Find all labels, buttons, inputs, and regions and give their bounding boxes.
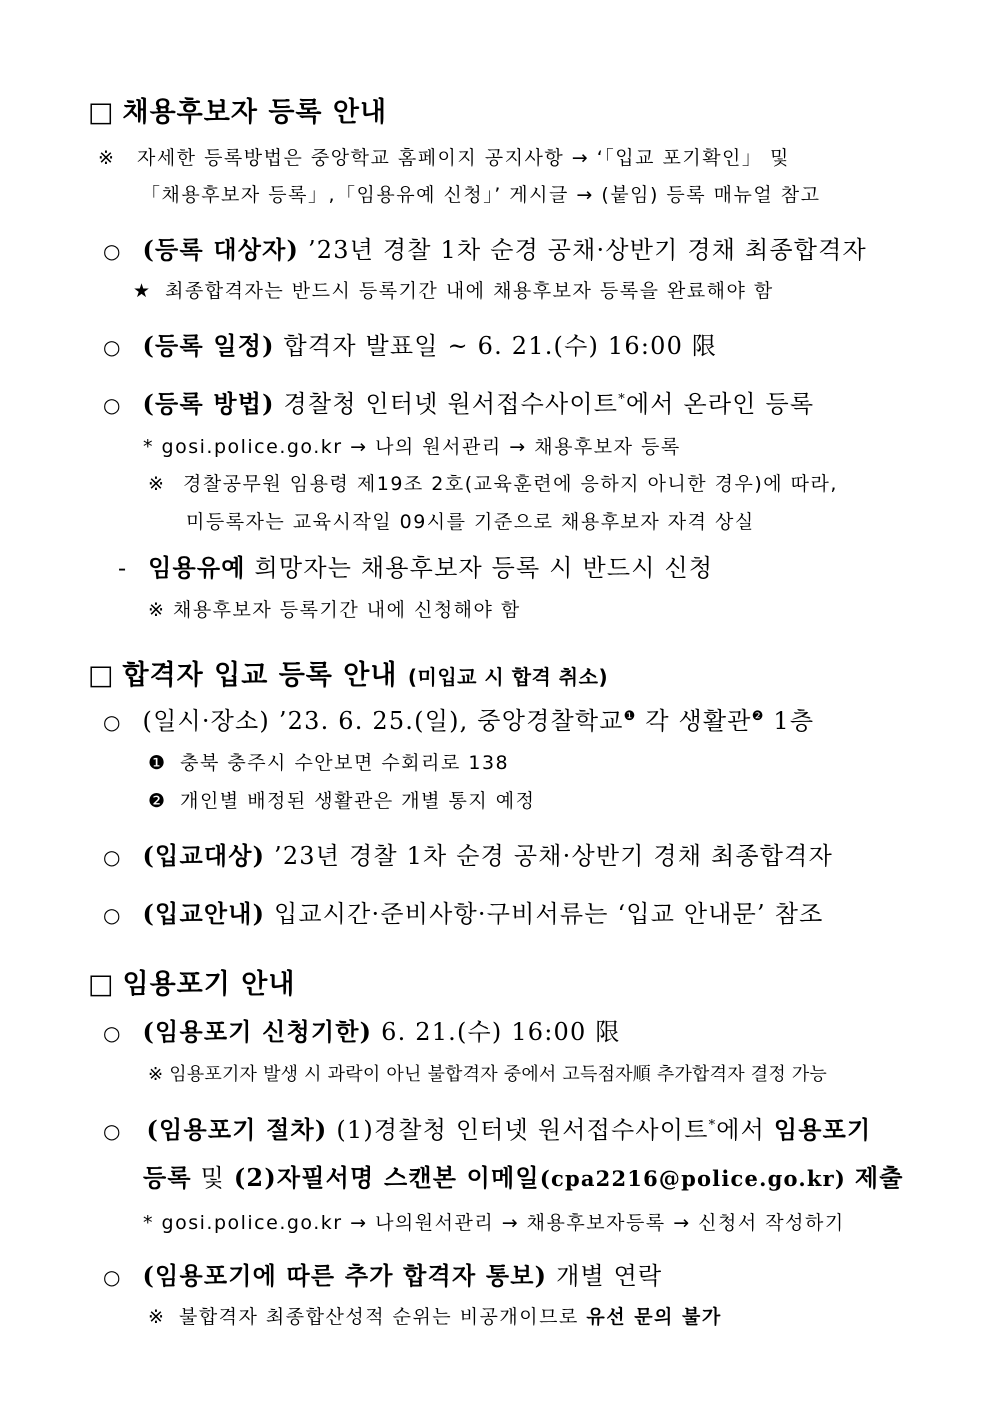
note-text: 최종합격자는 반드시 등록기간 내에 채용후보자 등록을 완료해야 함 xyxy=(165,280,774,302)
item-text: 에서 온라인 등록 xyxy=(625,390,815,418)
bullet-circle-icon: ○ xyxy=(103,903,122,927)
checkbox-square-icon: □ xyxy=(88,97,115,128)
item-registration-schedule xyxy=(103,326,717,361)
footnote-text: * gosi.police.go.kr → 나의 원서관리 → 채용후보자 등록 xyxy=(143,436,681,458)
item-text: 1층 xyxy=(764,707,815,735)
item-text: 입교시간·준비사항·구비서류는 ‘입교 안내문’ 참조 xyxy=(274,900,824,928)
footnote-mark: ❶ xyxy=(623,709,637,724)
bullet-circle-icon: ○ xyxy=(103,1265,122,1289)
item-waiver-procedure xyxy=(103,1110,871,1145)
note-emphasis: 유선 문의 불가 xyxy=(586,1306,722,1328)
footnote-mark: ❷ xyxy=(751,709,765,724)
item-label: (입교대상) xyxy=(142,841,266,870)
checkbox-square-icon: □ xyxy=(88,660,115,691)
item-text: 각 생활관 xyxy=(636,707,752,735)
note-text: 「채용후보자 등록」,「임용유예 신청」’ 게시글 → (붙임) 등록 매뉴얼 참고 xyxy=(141,184,821,206)
bullet-circle-icon: ○ xyxy=(103,393,122,417)
section-heading-waiver xyxy=(88,962,295,1001)
item-text: (일시·장소) ’23. 6. 25.(일), 중앙경찰학교 xyxy=(142,707,624,735)
star-note xyxy=(133,276,774,303)
note-text: 불합격자 최종합산성적 순위는 비공개이므로 xyxy=(178,1306,579,1328)
section-title: 합격자 입교 등록 안내 xyxy=(122,660,398,691)
numbered-note xyxy=(148,786,535,813)
item-text: 합격자 발표일 ~ 6. 21.(수) 16:00 限 xyxy=(283,332,718,360)
item-label: (등록 방법) xyxy=(142,389,275,418)
footnote-mark: * xyxy=(708,1118,717,1133)
item-waiver-deadline xyxy=(103,1012,621,1047)
item-label: 임용유예 xyxy=(148,553,246,582)
item-text: 희망자는 채용후보자 등록 시 반드시 신청 xyxy=(254,554,714,582)
footnote-mark: * xyxy=(618,392,626,407)
item-text: 에서 xyxy=(716,1116,766,1144)
item-label: (입교안내) xyxy=(142,899,266,928)
item-text: (1)경찰청 인터넷 원서접수사이트 xyxy=(336,1116,709,1144)
bullet-circle-icon: ○ xyxy=(103,335,122,359)
item-registration-target xyxy=(103,230,867,265)
note-line xyxy=(148,595,521,622)
bullet-circle-icon: ○ xyxy=(103,239,122,263)
item-text: ’23년 경찰 1차 순경 공채·상반기 경채 최종합격자 xyxy=(274,842,833,870)
dash-item-deferral xyxy=(118,548,713,583)
item-label: (등록 일정) xyxy=(142,331,275,360)
note-line xyxy=(148,1302,722,1329)
item-label: (임용포기 신청기한) xyxy=(142,1017,373,1046)
section-heading-admission xyxy=(88,653,608,692)
item-label: (등록 대상자) xyxy=(142,235,300,264)
section-heading-registration xyxy=(88,90,387,129)
reference-mark-icon: ※ xyxy=(148,473,166,495)
note-text: ※ 채용후보자 등록기간 내에 신청해야 함 xyxy=(148,599,521,621)
item-emphasis: 등록 xyxy=(143,1163,192,1192)
footnote-line xyxy=(143,1208,845,1235)
checkbox-square-icon: □ xyxy=(88,969,115,1000)
item-label: (임용포기 절차) xyxy=(146,1115,328,1144)
reference-mark-icon: ※ xyxy=(148,1306,166,1328)
number-two-icon: ❷ xyxy=(148,790,167,812)
item-admission-guide xyxy=(103,894,823,929)
note-text: 미등록자는 교육시작일 09시를 기준으로 채용후보자 자격 상실 xyxy=(186,511,755,533)
section-title: 임용포기 안내 xyxy=(122,969,296,1000)
note-text: ※ 임용포기자 발생 시 과락이 아닌 불합격자 중에서 고득점자順 추가합격자 결정 가능 xyxy=(148,1064,828,1085)
dash-bullet: - xyxy=(118,554,128,582)
section-title: 채용후보자 등록 안내 xyxy=(122,97,388,128)
bullet-circle-icon: ○ xyxy=(103,1119,122,1143)
note-text: 자세한 등록방법은 중앙학교 홈페이지 공지사항 → ‘「입교 포기확인」 및 xyxy=(136,147,790,169)
bullet-circle-icon: ○ xyxy=(103,710,122,734)
item-admission-target xyxy=(103,836,833,871)
reference-mark-icon: ※ xyxy=(98,147,116,169)
item-date-place xyxy=(103,701,814,736)
footnote-line xyxy=(143,432,681,459)
item-text: ’23년 경찰 1차 순경 공채·상반기 경채 최종합격자 xyxy=(307,236,867,264)
item-text: 6. 21.(수) 16:00 限 xyxy=(381,1018,621,1046)
email-address: (cpa2216@police.go.kr) xyxy=(539,1166,846,1191)
item-emphasis: 임용포기 xyxy=(773,1115,872,1144)
note-text: 충북 충주시 수안보면 수회리로 138 xyxy=(180,752,510,774)
item-emphasis: (2)자필서명 스캔본 이메일 xyxy=(233,1163,540,1192)
item-additional-notice xyxy=(103,1256,662,1291)
item-text: 경찰청 인터넷 원서접수사이트 xyxy=(283,390,619,418)
item-waiver-procedure-cont xyxy=(143,1158,904,1193)
item-text: 및 xyxy=(200,1164,226,1192)
bullet-circle-icon: ○ xyxy=(103,1021,122,1045)
note-line xyxy=(186,507,755,534)
item-emphasis: 제출 xyxy=(854,1163,904,1192)
note-line xyxy=(148,469,838,496)
star-icon: ★ xyxy=(133,280,152,302)
item-text: 개별 연락 xyxy=(556,1262,663,1290)
number-one-icon: ❶ xyxy=(148,752,167,774)
section-subtitle: (미입교 시 합격 취소) xyxy=(407,665,609,689)
footnote-text: * gosi.police.go.kr → 나의원서관리 → 채용후보자등록 → 신청서 작성하기 xyxy=(143,1212,845,1234)
item-label: (임용포기에 따른 추가 합격자 통보) xyxy=(142,1261,548,1290)
numbered-note xyxy=(148,748,509,775)
item-registration-method xyxy=(103,384,814,419)
note-text: 경찰공무원 임용령 제19조 2호(교육훈련에 응하지 아니한 경우)에 따라, xyxy=(182,473,838,495)
note-line xyxy=(141,180,821,207)
note-line xyxy=(148,1060,827,1086)
bullet-circle-icon: ○ xyxy=(103,845,122,869)
note-line xyxy=(98,143,790,170)
note-text: 개인별 배정된 생활관은 개별 통지 예정 xyxy=(180,790,536,812)
